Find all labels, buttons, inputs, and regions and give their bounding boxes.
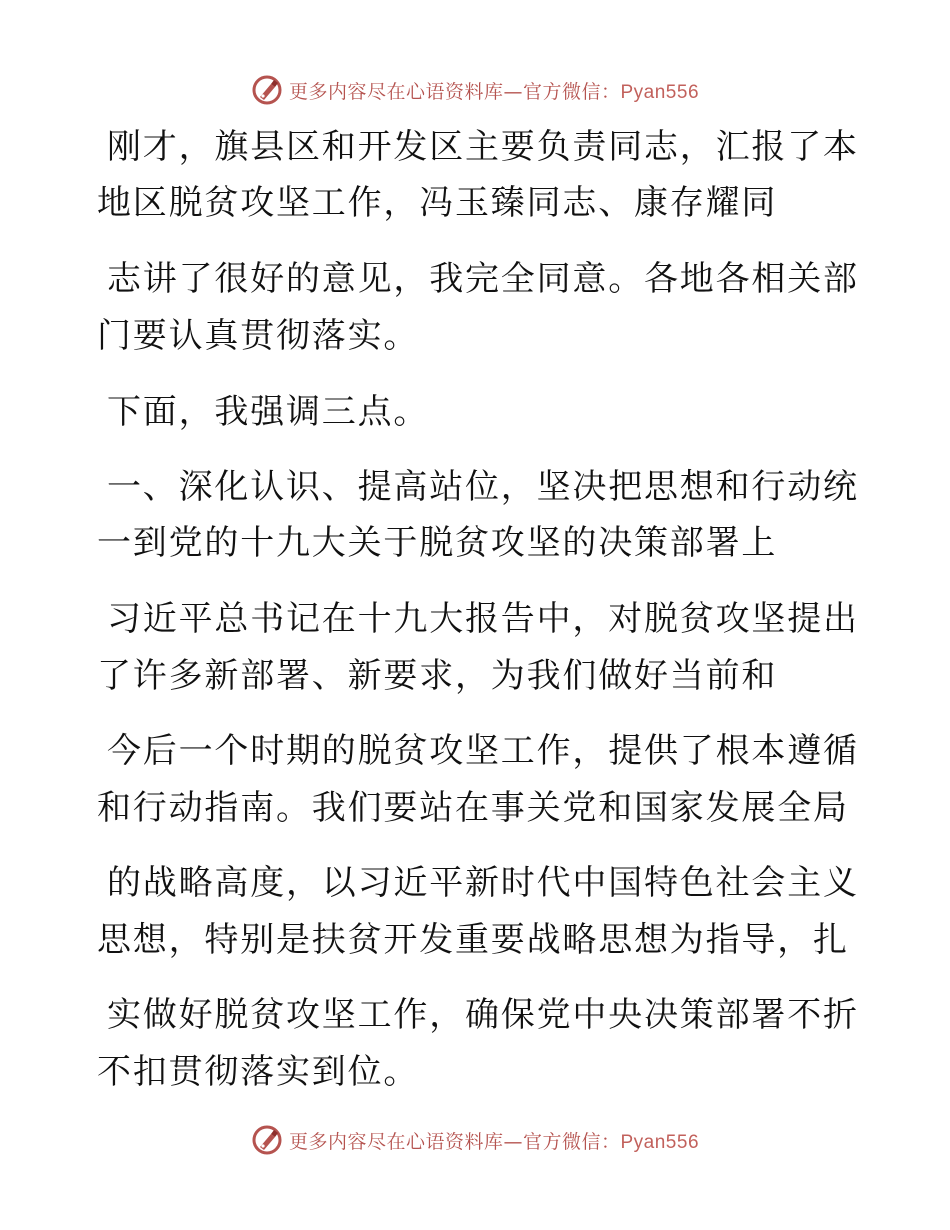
watermark-wechat-id: Pyan556	[620, 1131, 700, 1153]
text-line: 门要认真贯彻落实。	[97, 316, 420, 356]
text-line: 刚才，旗县区和开发区主要负责同志，汇报了本	[107, 127, 859, 167]
text-line: 实做好脱贫攻坚工作，确保党中央决策部署不折	[107, 995, 859, 1035]
header-watermark	[0, 72, 950, 108]
watermark-wechat-id: Pyan556	[620, 81, 700, 103]
text-line: 的战略高度，以习近平新时代中国特色社会主义	[107, 863, 859, 903]
text-line: 了许多新部署、新要求，为我们做好当前和	[97, 656, 778, 696]
text-line: 不扣贯彻落实到位。	[97, 1052, 420, 1092]
footer-watermark	[0, 1122, 950, 1158]
text-line: 一到党的十九大关于脱贫攻坚的决策部署上	[97, 523, 778, 563]
watermark-text: 更多内容尽在心语资料库—官方微信：	[288, 1130, 621, 1153]
pen-seal-icon	[251, 1124, 283, 1156]
text-line: 思想，特别是扶贫开发重要战略思想为指导，扎	[97, 920, 849, 960]
text-line: 一、深化认识、提高站位，坚决把思想和行动统	[107, 467, 859, 507]
text-line: 志讲了很好的意见，我完全同意。各地各相关部	[107, 259, 859, 299]
text-line: 今后一个时期的脱贫攻坚工作，提供了根本遵循	[107, 731, 859, 771]
text-line: 和行动指南。我们要站在事关党和国家发展全局	[97, 788, 849, 828]
watermark-text: 更多内容尽在心语资料库—官方微信：	[288, 80, 621, 103]
text-line: 地区脱贫攻坚工作，冯玉臻同志、康存耀同	[97, 183, 778, 223]
pen-seal-icon	[251, 74, 283, 106]
text-line: 下面，我强调三点。	[107, 392, 430, 432]
text-line: 习近平总书记在十九大报告中，对脱贫攻坚提出	[107, 599, 859, 639]
